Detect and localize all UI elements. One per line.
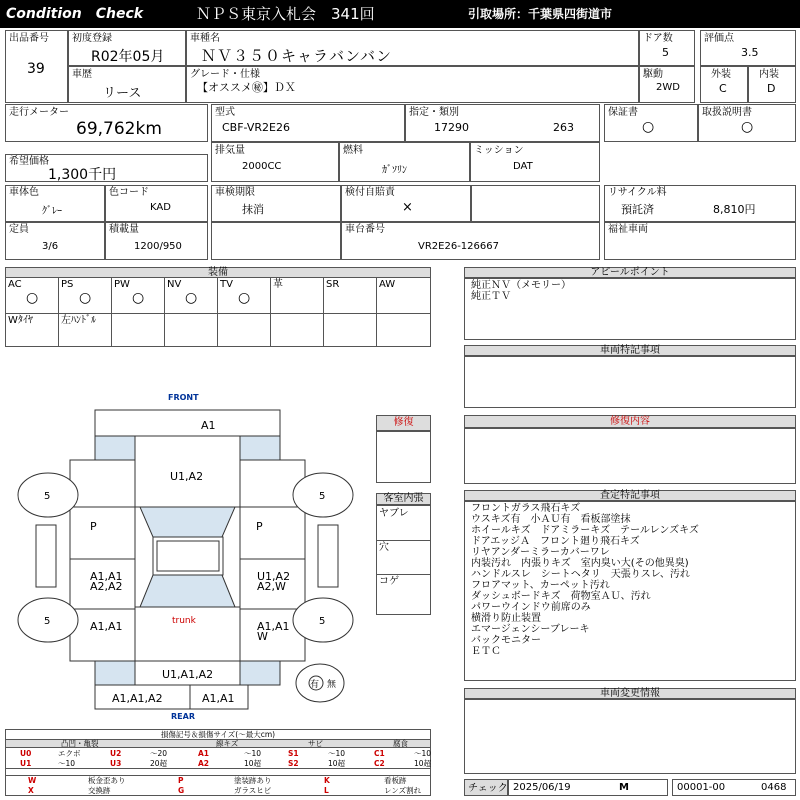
note-line: 内装汚れ 内張りキズ 室内臭い大(その他異臭) [471, 558, 689, 569]
legend-group-rust: サビ [308, 739, 323, 748]
appeal-line: 純正ＴＶ [471, 291, 511, 302]
displacement-value: 2000CC [242, 161, 282, 172]
recycle-status: 預託済 [621, 203, 654, 216]
chassis-value: VR2E26-126667 [418, 241, 499, 252]
rear-left-value-2: A2,A2 [90, 580, 123, 593]
equipment-title: 装備 [5, 267, 431, 278]
equip-label-ps: PS [61, 279, 74, 290]
note-line: パワーウインドウ前席のみ [471, 602, 591, 613]
appeal-box [464, 278, 796, 340]
grade-cell [186, 66, 639, 103]
bumper-left-value: A1,A1,A2 [112, 692, 163, 705]
pillar-fl [95, 436, 135, 460]
repair-detail-box [464, 428, 796, 484]
legend-code: S2 [288, 759, 299, 768]
lot-label: 出品番号 [9, 33, 49, 44]
car-name-value: ＮＶ３５０キャラバンバン [201, 47, 392, 65]
note-line: ドアエッジＡ フロント廻り飛石キズ [471, 536, 640, 547]
appeal-line: 純正ＮＶ（メモリー） [471, 280, 571, 291]
legend-mark-code: K [324, 776, 330, 785]
capacity-value: 3/6 [42, 241, 59, 252]
welfare-label: 福祉車両 [608, 224, 648, 235]
special-title: 車両特記事項 [464, 345, 796, 356]
legend-mark-text: 板金歪あり [88, 776, 126, 785]
repair-title: 修復 [376, 415, 431, 431]
legend-code: A1 [198, 749, 210, 758]
tire-fl-value: 5 [44, 491, 51, 502]
mileage-cell [5, 104, 208, 142]
note-line: ＥＴＣ [471, 646, 501, 657]
pillar-rl [95, 661, 135, 685]
tire-rr-value: 5 [319, 616, 326, 627]
car-name-cell [186, 30, 639, 66]
mirror-left [36, 525, 56, 587]
load-label: 積載量 [109, 224, 139, 235]
manual-cell [698, 104, 796, 142]
legend-code: U2 [110, 749, 122, 758]
drive-value: 2WD [656, 82, 680, 93]
score-cell [700, 30, 796, 66]
pillar-fr [240, 436, 280, 460]
cabin-item-burn: コゲ [379, 576, 399, 587]
legend-group-scratch: 線キズ [216, 739, 239, 748]
equipment-col-divider [217, 278, 218, 346]
model-label: 型式 [215, 107, 235, 118]
exterior-cell [700, 66, 748, 103]
note-line: フロントガラス飛石キズ [471, 503, 581, 514]
legend-code: A2 [198, 759, 210, 768]
grade-value: 【オススメ㊙】ＤＸ [197, 81, 296, 94]
legend-mark-text: 看板跡 [384, 776, 407, 785]
doors-label: ドア数 [643, 33, 673, 44]
price-value: 1,300千円 [48, 167, 117, 183]
change-info-title: 車両変更情報 [464, 688, 796, 699]
back-door-value: U1,A1,A2 [162, 668, 214, 681]
designation-cell [405, 104, 600, 142]
note-line: 横滑り防止装置 [471, 613, 541, 624]
doors-cell [639, 30, 695, 66]
color-code-value: KAD [150, 202, 171, 213]
blank-cell [211, 222, 341, 260]
legend-group-corrosion: 腐食 [393, 739, 408, 748]
equip-label-tv: TV [220, 279, 233, 290]
lot-value: 39 [27, 61, 45, 77]
quarter-left-value: A1,A1 [90, 620, 123, 633]
legend-text: ～20 [150, 749, 168, 758]
legend-mark-text: 塗装跡あり [234, 776, 272, 785]
equip-mark-ac: ○ [26, 290, 39, 306]
cabin-item-tear: ヤブレ [379, 508, 409, 519]
recycle-cell [604, 185, 796, 222]
inspection-notes-title: 査定特記事項 [464, 490, 796, 501]
score-label: 評価点 [704, 33, 734, 44]
check-suffix: 0468 [761, 782, 787, 793]
fuel-cell [339, 142, 470, 182]
cabin-divider [377, 540, 430, 541]
first-registration-cell [68, 30, 186, 66]
appeal-title: アピールポイント [464, 267, 796, 278]
first-reg-value: R02年05月 [91, 49, 165, 65]
model-cell [211, 104, 405, 142]
equipment-col-divider [376, 278, 377, 346]
rear-label: REAR [171, 712, 195, 721]
load-value: 1200/950 [134, 241, 182, 252]
legend-divider [6, 775, 430, 776]
note-line: ダッシュボードキズ 荷物室ＡＵ、汚れ [471, 591, 651, 602]
mission-value: DAT [513, 161, 533, 172]
grade-label: グレード・仕様 [190, 69, 260, 80]
equip-label-wtire: Wﾀｲﾔ [8, 315, 33, 326]
equipment-col-divider [270, 278, 271, 346]
interior-cell [748, 66, 796, 103]
insurance-blank-cell [471, 185, 600, 222]
body-color-value: ｸﾞﾚｰ [42, 206, 62, 217]
interior-value: D [767, 82, 776, 95]
spare-mark: 有 [310, 680, 320, 690]
roof-front-panel [95, 410, 280, 436]
recycle-label: リサイクル料 [608, 187, 667, 198]
check-number: 00001-00 [677, 782, 726, 793]
equip-label-ac: AC [8, 279, 22, 290]
load-cell [105, 222, 208, 260]
first-reg-label: 初度登録 [72, 33, 112, 44]
mirror-right [318, 525, 338, 587]
body-color-cell [5, 185, 105, 222]
note-line: ホイールキズ ドアミラーキズ テールレンズキズ [471, 525, 699, 536]
legend-text: ～10 [244, 749, 262, 758]
drive-label: 駆動 [643, 69, 663, 80]
legend-text: ～10 [58, 759, 76, 768]
welfare-cell [604, 222, 796, 260]
tire-fr-value: 5 [319, 491, 326, 502]
equip-mark-tv: ○ [238, 290, 251, 306]
equip-label-left-handle: 左ﾊﾝﾄﾞﾙ [61, 315, 96, 326]
check-date: 2025/06/19 [513, 782, 571, 793]
check-label-cell [464, 779, 508, 796]
legend-mark-code: X [28, 786, 34, 795]
legend-code: C2 [374, 759, 385, 768]
trunk-label: trunk [172, 616, 196, 626]
sunroof-box [157, 541, 219, 571]
legend-title: 損傷記号＆損傷サイズ(～最大cm) [160, 730, 276, 739]
legend-text: エクボ [58, 749, 81, 758]
manual-value: ○ [741, 119, 754, 135]
equipment-col-divider [111, 278, 112, 346]
interior-label: 内装 [759, 69, 779, 80]
legend-text: 10超 [328, 759, 346, 768]
roof-center [153, 537, 223, 575]
chassis-cell [341, 222, 600, 260]
drive-cell [639, 66, 695, 103]
fuel-value: ｶﾞｿﾘﾝ [382, 165, 407, 176]
color-code-label: 色コード [109, 187, 149, 198]
body-color-label: 車体色 [9, 187, 39, 198]
legend-mark-code: W [28, 776, 37, 785]
equip-mark-nv: ○ [185, 290, 198, 306]
manual-label: 取扱説明書 [702, 107, 752, 118]
legend-mark-code: L [324, 786, 329, 795]
rear-window [140, 575, 235, 607]
fender-fl [70, 460, 135, 507]
inspection-value: 抹消 [242, 203, 264, 216]
note-line: ハンドルスレ シートヘタリ 天張りスレ、汚れ [471, 569, 690, 580]
price-cell [5, 154, 208, 182]
displacement-label: 排気量 [215, 145, 245, 156]
exterior-label: 外装 [711, 69, 731, 80]
equip-label-nv: NV [167, 279, 182, 290]
note-line: ウスキズ有 小ＡＵ有 看板部塗抹 [471, 514, 631, 525]
insurance-cell [341, 185, 471, 222]
door-fl [70, 507, 135, 559]
mission-cell [470, 142, 600, 182]
recycle-amount: 8,810円 [713, 203, 756, 216]
auction-name: ＮＰＳ東京入札会 341回 [196, 5, 375, 23]
legend-mark-code: P [178, 776, 184, 785]
insurance-label: 検付自賠責 [345, 187, 395, 198]
lot-number-cell [5, 30, 68, 103]
door-fr [240, 507, 305, 559]
legend-code: U3 [110, 759, 122, 768]
legend-text: ～10 [414, 749, 432, 758]
model-value: CBF-VR2E26 [222, 121, 290, 134]
quarter-right-value-2: W [257, 630, 268, 643]
tire-rl-value: 5 [44, 616, 51, 627]
doors-value: 5 [662, 46, 669, 59]
app-title: Condition Check [6, 6, 144, 22]
legend-text: ～10 [328, 749, 346, 758]
mission-label: ミッション [474, 145, 524, 156]
insurance-value: × [402, 200, 413, 215]
history-cell [68, 66, 186, 103]
cabin-title: 客室内張 [376, 493, 431, 505]
warranty-label: 保証書 [608, 107, 638, 118]
repair-detail-title: 修復内容 [464, 415, 796, 428]
equipment-row-divider [6, 313, 430, 314]
cabin-divider [377, 574, 430, 575]
note-line: フロアマット、カーペット汚れ [471, 580, 610, 591]
legend-mark-text: レンズ割れ [384, 786, 422, 795]
legend-box [5, 729, 431, 796]
designation-value-2: 263 [553, 121, 574, 134]
designation-value-1: 17290 [434, 121, 469, 134]
legend-code: C1 [374, 749, 385, 758]
rear-left-value-1: A1,A1 [90, 570, 123, 583]
car-name-label: 車種名 [190, 33, 220, 44]
color-code-cell [105, 185, 208, 222]
quarter-rl [70, 609, 135, 661]
spare-tire-icon [296, 664, 344, 702]
windshield [140, 507, 235, 537]
mileage-value: 69,762km [76, 119, 162, 139]
equip-label-pw: PW [114, 279, 130, 290]
mileage-label: 走行メーター [9, 107, 69, 118]
hood-value: U1,A2 [170, 470, 204, 483]
roof-front-value: A1 [201, 419, 216, 432]
legend-text: 10超 [414, 759, 432, 768]
legend-text: 10超 [244, 759, 262, 768]
legend-mark-text: ガラスヒビ [234, 786, 272, 795]
cabin-box [376, 505, 431, 615]
check-number-cell [672, 779, 796, 796]
equipment-col-divider [323, 278, 324, 346]
spare-none: 無 [327, 680, 337, 690]
check-label: チェック [468, 783, 508, 794]
check-code: M [619, 782, 629, 793]
equip-mark-ps: ○ [79, 290, 92, 306]
pillar-rr [240, 661, 280, 685]
capacity-cell [5, 222, 105, 260]
designation-label: 指定・類別 [409, 107, 459, 118]
chassis-label: 車台番号 [345, 224, 385, 235]
rear-right-value-2: A2,W [257, 580, 286, 593]
legend-code: S1 [288, 749, 299, 758]
front-label: FRONT [168, 393, 199, 402]
legend-mark-code: G [178, 786, 185, 795]
door-fl-value: P [90, 520, 97, 533]
pickup-location: 引取場所：千葉県四街道市 [468, 7, 613, 21]
repair-box [376, 431, 431, 483]
warranty-cell [604, 104, 698, 142]
score-value: 3.5 [741, 46, 759, 59]
header-bar [0, 0, 800, 28]
note-line: エマージェンシーブレーキ [471, 624, 590, 635]
special-box [464, 356, 796, 408]
legend-code: U1 [20, 759, 32, 768]
equipment-col-divider [164, 278, 165, 346]
door-fr-value: P [256, 520, 263, 533]
car-damage-diagram [0, 385, 440, 725]
equip-label-aw: AW [379, 279, 396, 290]
inspection-notes-box [464, 501, 796, 681]
equip-label-leather: 革 [273, 279, 283, 290]
legend-code: U0 [20, 749, 32, 758]
displacement-cell [211, 142, 339, 182]
rear-right-value-1: U1,A2 [257, 570, 291, 583]
change-info-box [464, 699, 796, 774]
quarter-right-value-1: A1,A1 [257, 620, 290, 633]
exterior-value: C [719, 82, 727, 95]
inspection-cell [211, 185, 341, 222]
equipment-grid [5, 277, 431, 347]
cabin-item-hole: 穴 [379, 542, 389, 553]
equip-mark-pw: ○ [132, 290, 145, 306]
check-date-cell [508, 779, 668, 796]
legend-mark-text: 交換跡 [88, 786, 111, 795]
note-line: リヤアンダーミラーカバーワレ [471, 547, 610, 558]
history-value: リース [103, 86, 142, 101]
equipment-col-divider [58, 278, 59, 346]
bumper-right-value: A1,A1 [202, 692, 235, 705]
legend-group-dent: 凸凹・亀裂 [61, 739, 99, 748]
capacity-label: 定員 [9, 224, 29, 235]
note-line: バックモニター [471, 635, 541, 646]
history-label: 車歴 [72, 69, 92, 80]
fuel-label: 燃料 [343, 145, 363, 156]
legend-text: 20超 [150, 759, 168, 768]
warranty-value: ○ [642, 119, 655, 135]
equip-label-sr: SR [326, 279, 340, 290]
price-label: 希望価格 [9, 156, 49, 167]
inspection-label: 車検期限 [215, 187, 255, 198]
